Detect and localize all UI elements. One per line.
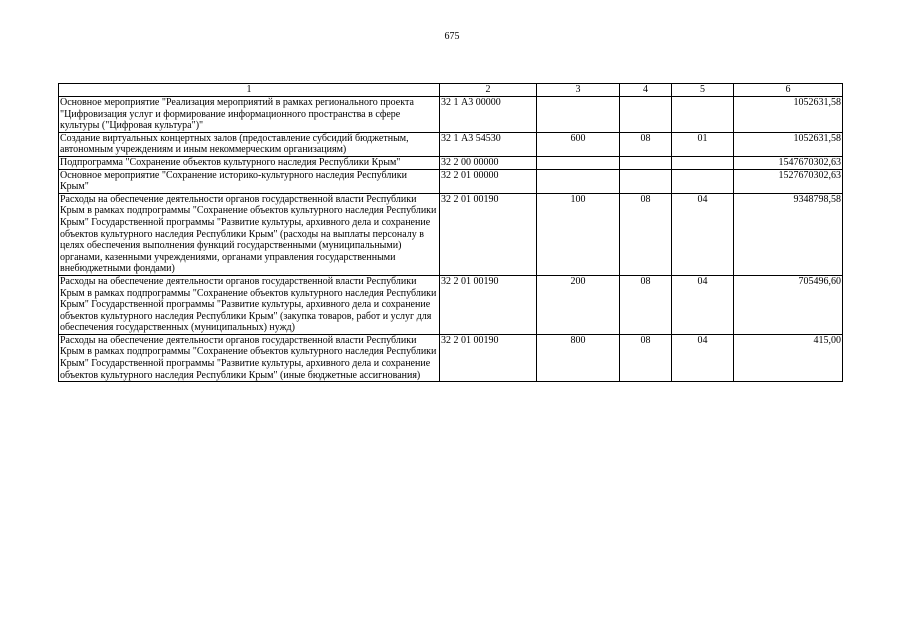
row-amount: 9348798,58	[734, 193, 843, 275]
row-vr: 600	[537, 132, 620, 156]
table-row	[59, 275, 843, 334]
header-row	[59, 84, 843, 97]
row-rz	[620, 156, 672, 169]
table-row	[59, 132, 843, 156]
row-name: Расходы на обеспечение деятельности органов государственной власти Республики Крым в рамках подпрограммы "Сохранение объектов культурного наследия Республики Крым" Государственной программы "Развитие культуры, архивного дела и сохранение объектов культурного наследия Республики Крым" (закупка товаров, работ и услуг для обеспечения государственных (муниципальных) нужд)	[59, 275, 440, 334]
header-cell-4: 4	[620, 84, 672, 97]
row-pr: 04	[672, 275, 734, 334]
row-vr: 800	[537, 334, 620, 381]
row-pr: 04	[672, 334, 734, 381]
row-pr: 01	[672, 132, 734, 156]
row-vr	[537, 97, 620, 133]
row-name: Расходы на обеспечение деятельности органов государственной власти Республики Крым в рамках подпрограммы "Сохранение объектов культурного наследия Республики Крым" Государственной программы "Развитие культуры, архивного дела и сохранение объектов культурного наследия Республики Крым" (иные бюджетные ассигнования)	[59, 334, 440, 381]
row-amount: 1052631,58	[734, 97, 843, 133]
table-row	[59, 334, 843, 381]
table-row	[59, 156, 843, 169]
row-vr	[537, 169, 620, 193]
table-row	[59, 193, 843, 275]
row-pr	[672, 169, 734, 193]
row-vr: 200	[537, 275, 620, 334]
row-rz	[620, 169, 672, 193]
row-amount: 705496,60	[734, 275, 843, 334]
row-rz: 08	[620, 132, 672, 156]
row-name: Расходы на обеспечение деятельности органов государственной власти Республики Крым в рамках подпрограммы "Сохранение объектов культурного наследия Республики Крым" Государственной программы "Развитие культуры, архивного дела и сохранение объектов культурного наследия Республики Крым" (расходы на выплаты персоналу в целях обеспечения выполнения функций государственными (муниципальными) органами, казенными учреждениями, органами управления государственными внебюджетными фондами)	[59, 193, 440, 275]
row-name: Подпрограмма "Сохранение объектов культурного наследия Республики Крым"	[59, 156, 440, 169]
row-code: 32 2 01 00190	[440, 275, 537, 334]
row-pr	[672, 97, 734, 133]
row-name: Основное мероприятие "Сохранение историко-культурного наследия Республики Крым"	[59, 169, 440, 193]
row-amount: 1052631,58	[734, 132, 843, 156]
row-code: 32 2 00 00000	[440, 156, 537, 169]
row-code: 32 2 01 00190	[440, 334, 537, 381]
row-pr: 04	[672, 193, 734, 275]
row-vr: 100	[537, 193, 620, 275]
row-rz: 08	[620, 193, 672, 275]
row-pr	[672, 156, 734, 169]
row-code: 32 1 А3 54530	[440, 132, 537, 156]
header-cell-3: 3	[537, 84, 620, 97]
row-name: Создание виртуальных концертных залов (предоставление субсидий бюджетным, автономным учреждениям и иным некоммерческим организациям)	[59, 132, 440, 156]
budget-table	[58, 83, 843, 382]
header-cell-1: 1	[59, 84, 440, 97]
row-code: 32 1 А3 00000	[440, 97, 537, 133]
table-header	[59, 84, 843, 97]
row-code: 32 2 01 00190	[440, 193, 537, 275]
row-rz: 08	[620, 275, 672, 334]
row-amount: 1547670302,63	[734, 156, 843, 169]
header-cell-2: 2	[440, 84, 537, 97]
row-amount: 1527670302,63	[734, 169, 843, 193]
row-rz	[620, 97, 672, 133]
row-rz: 08	[620, 334, 672, 381]
header-cell-6: 6	[734, 84, 843, 97]
page-number: 675	[444, 31, 460, 42]
table-body	[59, 97, 843, 382]
table-row	[59, 97, 843, 133]
row-vr	[537, 156, 620, 169]
row-code: 32 2 01 00000	[440, 169, 537, 193]
row-name: Основное мероприятие "Реализация мероприятий в рамках регионального проекта "Цифровизация услуг и формирование информационного пространства в сфере культуры ("Цифровая культура")"	[59, 97, 440, 133]
row-amount: 415,00	[734, 334, 843, 381]
table-row	[59, 169, 843, 193]
header-cell-5: 5	[672, 84, 734, 97]
